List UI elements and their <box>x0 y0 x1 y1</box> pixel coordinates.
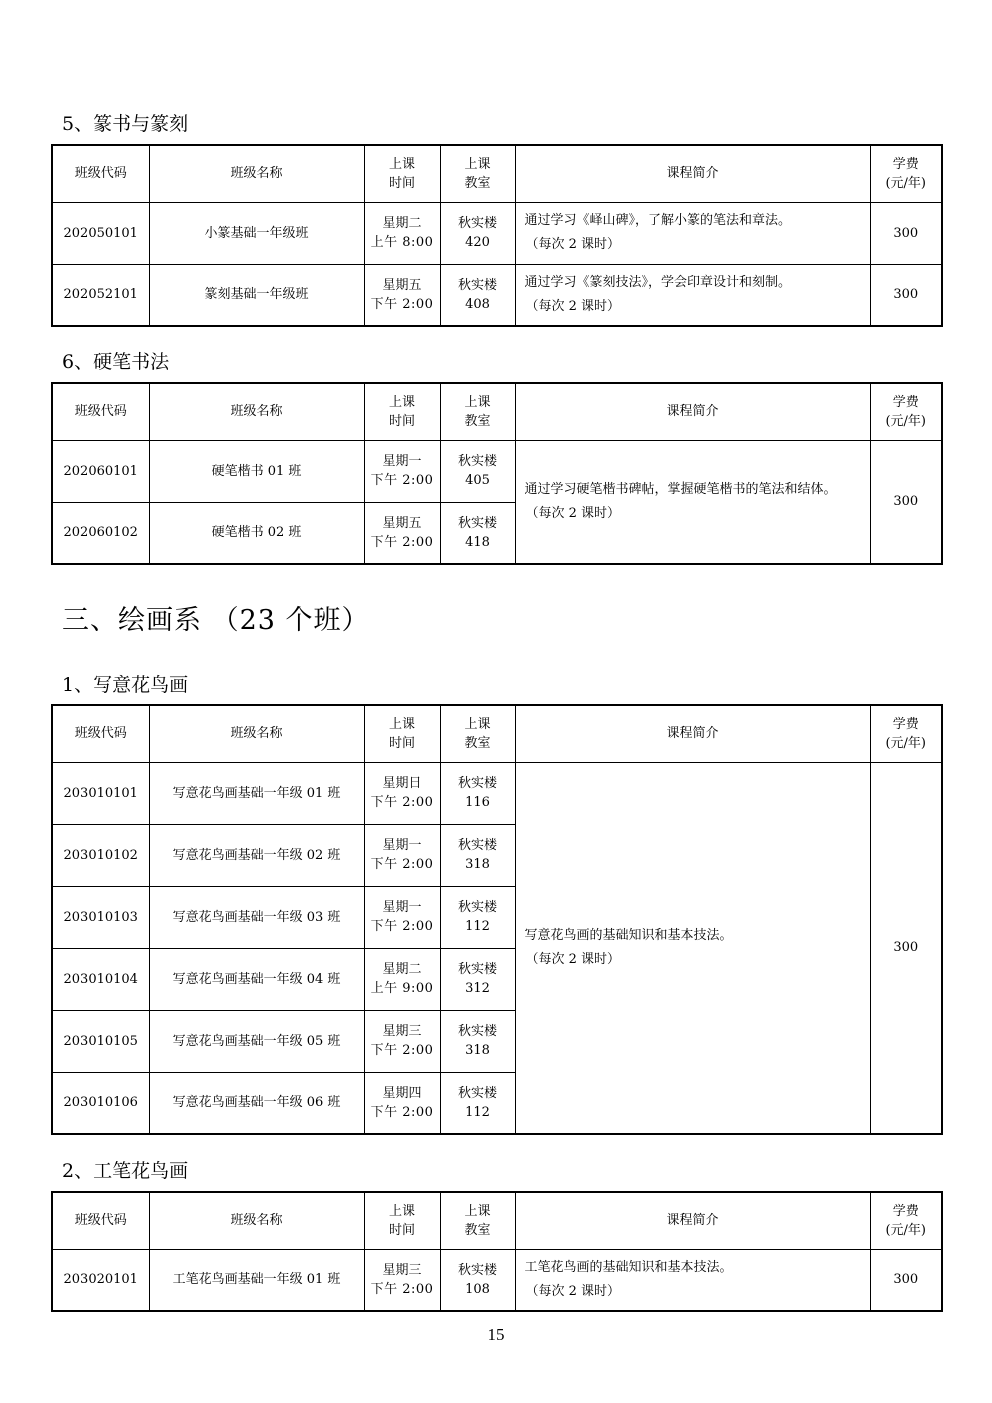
table-row <box>52 202 942 264</box>
class-name: 硬笔楷书 02 班 <box>149 502 364 564</box>
header-fee: 学费 (元/年) <box>870 383 942 440</box>
header-name: 班级名称 <box>149 383 364 440</box>
table-row <box>52 264 942 326</box>
class-time: 星期五 下午 2:00 <box>364 502 440 564</box>
class-time: 星期一 下午 2:00 <box>364 886 440 948</box>
class-code: 203020101 <box>52 1249 149 1311</box>
class-room: 秋实楼 318 <box>440 1010 515 1072</box>
class-name: 篆刻基础一年级班 <box>149 264 364 326</box>
class-room: 秋实楼 408 <box>440 264 515 326</box>
section-heading-gongbi-flower-bird: 2、工笔花鸟画 <box>62 1160 189 1182</box>
class-name: 工笔花鸟画基础一年级 01 班 <box>149 1249 364 1311</box>
class-time: 星期三 下午 2:00 <box>364 1010 440 1072</box>
tuition-fee: 300 <box>870 762 942 1134</box>
class-code: 202060101 <box>52 440 149 502</box>
header-code: 班级代码 <box>52 383 149 440</box>
course-table-hard-pen <box>51 382 943 565</box>
header-fee: 学费 (元/年) <box>870 145 942 202</box>
class-time: 星期四 下午 2:00 <box>364 1072 440 1134</box>
class-name: 写意花鸟画基础一年级 04 班 <box>149 948 364 1010</box>
course-table-gongbi-flower-bird <box>51 1191 943 1312</box>
header-fee: 学费 (元/年) <box>870 1192 942 1249</box>
class-room: 秋实楼 418 <box>440 502 515 564</box>
class-room: 秋实楼 420 <box>440 202 515 264</box>
header-room: 上课 教室 <box>440 1192 515 1249</box>
class-time: 星期三 下午 2:00 <box>364 1249 440 1311</box>
header-intro: 课程简介 <box>515 1192 870 1249</box>
header-time: 上课 时间 <box>364 705 440 762</box>
class-room: 秋实楼 405 <box>440 440 515 502</box>
course-table-freehand-flower-bird <box>51 704 943 1135</box>
class-room: 秋实楼 116 <box>440 762 515 824</box>
section-heading-freehand-flower-bird: 1、写意花鸟画 <box>62 674 189 696</box>
course-intro: 工笔花鸟画的基础知识和基本技法。 （每次 2 课时） <box>515 1249 870 1311</box>
class-time: 星期一 下午 2:00 <box>364 824 440 886</box>
section-heading-seal-script: 5、篆书与篆刻 <box>62 113 189 135</box>
class-time: 星期日 下午 2:00 <box>364 762 440 824</box>
header-intro: 课程简介 <box>515 705 870 762</box>
header-code: 班级代码 <box>52 705 149 762</box>
class-name: 写意花鸟画基础一年级 06 班 <box>149 1072 364 1134</box>
class-time: 星期二 上午 8:00 <box>364 202 440 264</box>
class-code: 203010101 <box>52 762 149 824</box>
tuition-fee: 300 <box>870 202 942 264</box>
class-name: 写意花鸟画基础一年级 05 班 <box>149 1010 364 1072</box>
class-code: 202052101 <box>52 264 149 326</box>
header-fee: 学费 (元/年) <box>870 705 942 762</box>
course-intro: 通过学习硬笔楷书碑帖，掌握硬笔楷书的笔法和结体。 （每次 2 课时） <box>515 440 870 564</box>
page-number: 15 <box>487 1325 505 1344</box>
class-code: 202060102 <box>52 502 149 564</box>
tuition-fee: 300 <box>870 440 942 564</box>
header-room: 上课 教室 <box>440 145 515 202</box>
class-name: 写意花鸟画基础一年级 02 班 <box>149 824 364 886</box>
class-code: 203010105 <box>52 1010 149 1072</box>
class-code: 203010103 <box>52 886 149 948</box>
header-time: 上课 时间 <box>364 383 440 440</box>
class-room: 秋实楼 112 <box>440 1072 515 1134</box>
table-header-row <box>52 145 942 202</box>
header-name: 班级名称 <box>149 145 364 202</box>
course-intro: 通过学习《峄山碑》，了解小篆的笔法和章法。 （每次 2 课时） <box>515 202 870 264</box>
class-code: 203010106 <box>52 1072 149 1134</box>
class-name: 写意花鸟画基础一年级 03 班 <box>149 886 364 948</box>
class-code: 202050101 <box>52 202 149 264</box>
header-name: 班级名称 <box>149 705 364 762</box>
table-row <box>52 440 942 502</box>
header-time: 上课 时间 <box>364 1192 440 1249</box>
header-code: 班级代码 <box>52 1192 149 1249</box>
class-room: 秋实楼 112 <box>440 886 515 948</box>
course-intro: 写意花鸟画的基础知识和基本技法。 （每次 2 课时） <box>515 762 870 1134</box>
header-code: 班级代码 <box>52 145 149 202</box>
class-time: 星期五 下午 2:00 <box>364 264 440 326</box>
header-name: 班级名称 <box>149 1192 364 1249</box>
header-time: 上课 时间 <box>364 145 440 202</box>
header-intro: 课程简介 <box>515 383 870 440</box>
table-header-row <box>52 705 942 762</box>
course-intro: 通过学习《篆刻技法》，学会印章设计和刻制。 （每次 2 课时） <box>515 264 870 326</box>
class-time: 星期一 下午 2:00 <box>364 440 440 502</box>
section-heading-hard-pen: 6、硬笔书法 <box>62 351 170 373</box>
class-room: 秋实楼 318 <box>440 824 515 886</box>
header-room: 上课 教室 <box>440 383 515 440</box>
class-code: 203010102 <box>52 824 149 886</box>
class-code: 203010104 <box>52 948 149 1010</box>
header-room: 上课 教室 <box>440 705 515 762</box>
table-row <box>52 762 942 824</box>
table-row <box>52 1249 942 1311</box>
tuition-fee: 300 <box>870 264 942 326</box>
class-room: 秋实楼 312 <box>440 948 515 1010</box>
class-room: 秋实楼 108 <box>440 1249 515 1311</box>
table-header-row <box>52 1192 942 1249</box>
class-name: 小篆基础一年级班 <box>149 202 364 264</box>
class-name: 硬笔楷书 01 班 <box>149 440 364 502</box>
department-heading-painting: 三、绘画系 （23 个班） <box>62 605 370 636</box>
class-time: 星期二 上午 9:00 <box>364 948 440 1010</box>
class-name: 写意花鸟画基础一年级 01 班 <box>149 762 364 824</box>
tuition-fee: 300 <box>870 1249 942 1311</box>
header-intro: 课程简介 <box>515 145 870 202</box>
course-table-seal-script <box>51 144 943 327</box>
table-header-row <box>52 383 942 440</box>
